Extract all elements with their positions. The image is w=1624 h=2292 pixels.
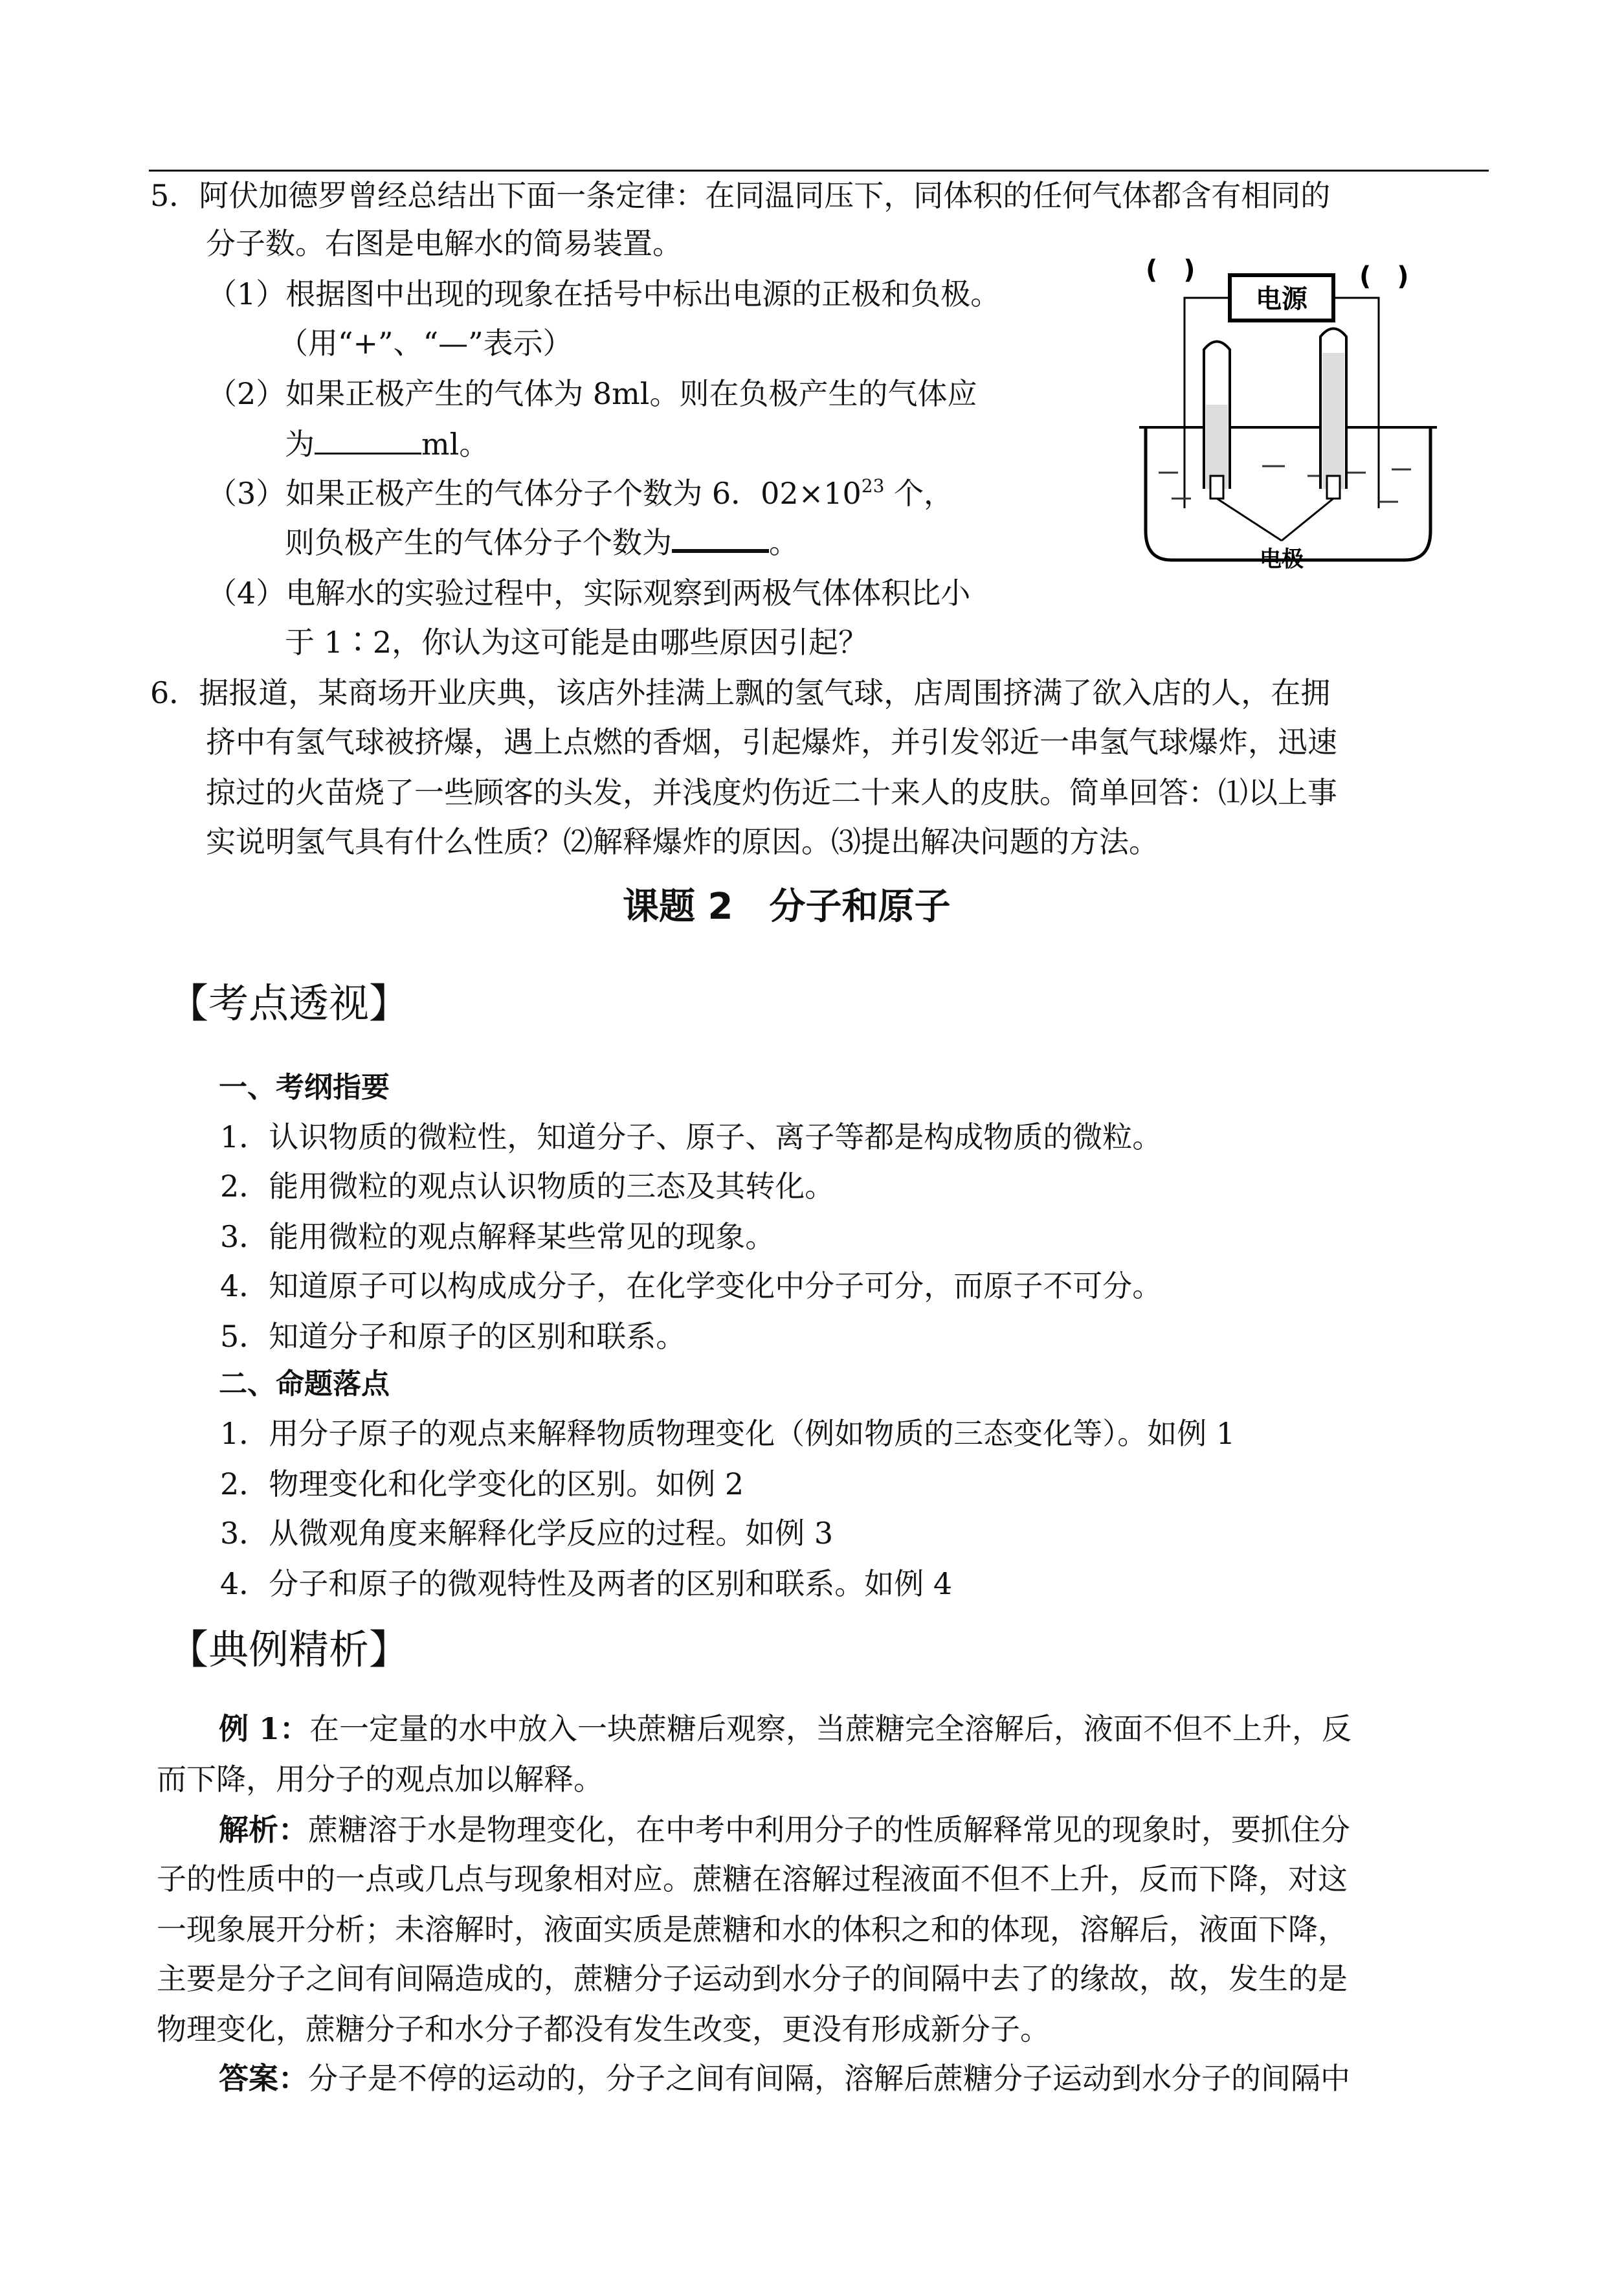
q5-line1: 5．阿伏加德罗曾经总结出下面一条定律：在同温同压下，同体积的任何气体都含有相同的 [150, 178, 1331, 213]
electrode-label: 电极 [1260, 546, 1304, 572]
bracket-right: ( ) [1359, 262, 1409, 291]
syllabus-item-5: 5．知道分子和原子的区别和联系。 [220, 1319, 686, 1354]
q5-sub4-line1: （4）电解水的实验过程中，实际观察到两极气体体积比小 [207, 576, 971, 611]
q5-sub3b-prefix: 则负极产生的气体分子个数为 [285, 525, 672, 560]
answer-label: 答案： [219, 2061, 308, 2096]
answer-line1 [219, 2059, 1350, 2098]
exam-focus-item-1: 1．用分子原子的观点来解释物质物理变化（例如物质的三态变化等）。如例 1 [220, 1416, 1236, 1451]
sub-heading-syllabus: 一、考纲指要 [219, 1071, 390, 1104]
q5-sub2-suffix: ml。 [421, 427, 489, 462]
example1-text-1: 在一定量的水中放入一块蔗糖后观察，当蔗糖完全溶解后，液面不但不上升，反 [309, 1711, 1352, 1746]
syllabus-item-4: 4．知道原子可以构成成分子，在化学变化中分子可分，而原子不可分。 [220, 1268, 1162, 1303]
water-trough [1146, 427, 1430, 560]
q5-sub2-prefix: 为 [285, 427, 315, 462]
section-heading-examples: 【典例精析】 [168, 1626, 410, 1673]
analysis-label: 解析： [219, 1812, 308, 1847]
example1-label: 例 1： [219, 1711, 310, 1746]
right-electrode [1327, 476, 1340, 499]
q5-sub3-line1 [207, 474, 953, 513]
exam-focus-item-3: 3．从微观角度来解释化学反应的过程。如例 3 [220, 1516, 834, 1551]
q5-sub4-line2: 于 1∶2，你认为这可能是由哪些原因引起？ [285, 625, 869, 660]
electrolysis-diagram [1133, 249, 1443, 573]
syllabus-item-2: 2．能用微粒的观点认识物质的三态及其转化。 [220, 1169, 835, 1204]
example1-line1 [219, 1709, 1351, 1748]
q5-sub2-line1: （2）如果正极产生的气体为 8ml。则在负极产生的气体应 [207, 376, 977, 411]
analysis-line2: 子的性质中的一点或几点与现象相对应。蔗糖在溶解过程液面不但不上升，反而下降，对这 [157, 1861, 1348, 1896]
exam-focus-item-2: 2．物理变化和化学变化的区别。如例 2 [220, 1466, 744, 1501]
q5-line2: 分子数。右图是电解水的简易装置。 [206, 226, 682, 261]
q5-sub3-line2 [285, 523, 799, 562]
analysis-line1 [219, 1810, 1350, 1849]
syllabus-item-1: 1．认识物质的微粒性，知道分子、原子、离子等都是构成物质的微粒。 [220, 1119, 1162, 1154]
q5-sub1-line1: （1）根据图中出现的现象在括号中标出电源的正极和负极。 [207, 276, 1001, 311]
q5-sub2-line2 [285, 425, 489, 464]
power-label: 电源 [1256, 284, 1307, 314]
q6-line2: 挤中有氢气球被挤爆，遇上点燃的香烟，引起爆炸，并引发邻近一串氢气球爆炸，迅速 [206, 725, 1337, 759]
q6-line4: 实说明氢气具有什么性质？⑵解释爆炸的原因。⑶提出解决问题的方法。 [206, 824, 1159, 859]
lesson-title: 课题 2 分子和原子 [623, 886, 951, 928]
q5-sub3-suffix: 个， [884, 476, 954, 511]
left-electrode [1210, 476, 1223, 499]
q5-sub3-exponent: 23 [861, 475, 885, 497]
syllabus-item-3: 3．能用微粒的观点解释某些常见的现象。 [220, 1219, 775, 1254]
electrolysis-apparatus-figure [1133, 249, 1443, 573]
answer-blank-volume[interactable] [315, 427, 421, 455]
sub-heading-exam-focus: 二、命题落点 [219, 1367, 390, 1400]
answer-text-1: 分子是不停的运动的，分子之间有间隔，溶解后蔗糖分子运动到水分子的间隔中 [308, 2061, 1350, 2096]
analysis-text-1: 蔗糖溶于水是物理变化，在中考中利用分子的性质解释常见的现象时，要抓住分 [308, 1812, 1350, 1847]
answer-blank-count[interactable] [672, 523, 769, 553]
exam-focus-item-4: 4．分子和原子的微观特性及两者的区别和联系。如例 4 [220, 1566, 953, 1601]
q6-line1: 6．据报道，某商场开业庆典，该店外挂满上飘的氢气球，店周围挤满了欲入店的人，在拥 [150, 675, 1331, 710]
analysis-line4: 主要是分子之间有间隔造成的，蔗糖分子运动到水分子的间隔中去了的缘故，故，发生的是 [157, 1961, 1348, 1996]
water-surface [1159, 466, 1411, 502]
top-rule [149, 170, 1489, 172]
q5-sub3-prefix: （3）如果正极产生的气体分子个数为 6．02×10 [207, 476, 862, 511]
q5-sub3b-suffix: 。 [769, 525, 799, 560]
analysis-line3: 一现象展开分析；未溶解时，液面实质是蔗糖和水的体积之和的体现，溶解后，液面下降， [157, 1912, 1348, 1947]
q6-line3: 掠过的火苗烧了一些顾客的头发，并浅度灼伤近二十来人的皮肤。简单回答：⑴以上事 [206, 775, 1337, 810]
example1-line2: 而下降，用分子的观点加以解释。 [157, 1762, 603, 1797]
analysis-line5: 物理变化，蔗糖分子和水分子都没有发生改变，更没有形成新分子。 [157, 2012, 1050, 2047]
right-tube-gas [1322, 353, 1344, 489]
q5-sub1-line2: （用“+”、“—”表示） [278, 326, 573, 361]
section-heading-key-points: 【考点透视】 [168, 980, 410, 1027]
bracket-left: ( ) [1146, 255, 1196, 285]
